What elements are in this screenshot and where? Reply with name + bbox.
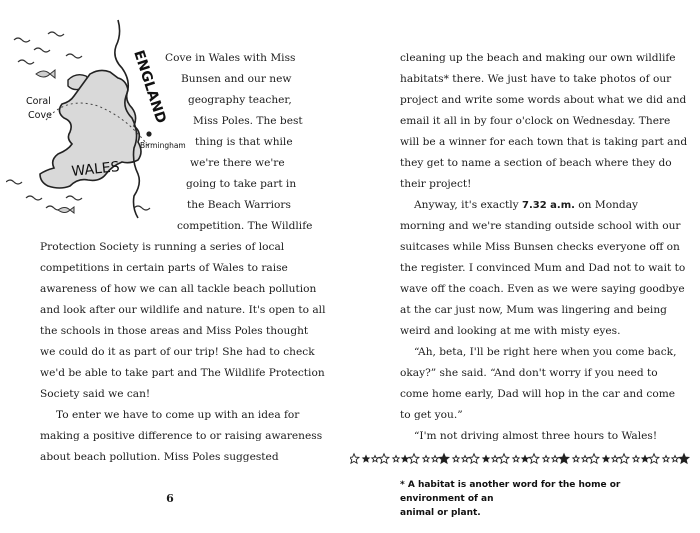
text-line: “Ah, beta, I'll be right here when you come back,: [414, 346, 677, 358]
text-line: suitcases while Miss Bunsen checks everyone off on: [400, 241, 680, 253]
text-line: we could do it as part of our trip! She had to check: [40, 346, 315, 358]
text-line: okay?” she said. “And don't worry if you need to: [400, 367, 658, 379]
text-line: [400, 195, 690, 216]
text-line: “I'm not driving almost three hours to Wales!: [414, 430, 658, 442]
text-line: email it all in by four o'clock on Wednesday. There: [400, 115, 671, 127]
text-line: will be a winner for each town that is taking part and: [400, 136, 688, 148]
right-paragraph-3: [400, 342, 690, 426]
coral-cove-label-2: Cove: [28, 110, 52, 121]
star-icon: [350, 454, 359, 463]
star-icon: [499, 454, 509, 463]
star-icon: [679, 454, 689, 463]
left-main-paragraph: [40, 237, 340, 468]
right-paragraph-2: [400, 195, 690, 342]
wales-label: WALES: [70, 159, 121, 180]
star-icon: [402, 456, 408, 462]
star-icon: [573, 456, 579, 462]
star-icon: [529, 454, 539, 463]
text-line: weird and looking at me with misty eyes.: [400, 325, 621, 337]
text-line: To enter we have to come up with an idea for: [56, 409, 300, 421]
star-icon: [559, 454, 569, 463]
star-icon: [663, 456, 669, 462]
text-line: to get you.”: [400, 409, 463, 421]
text-line: project and write some words about what we did and: [400, 94, 687, 106]
star-icon: [363, 456, 369, 462]
star-icon: [612, 456, 618, 462]
star-icon: [552, 456, 558, 462]
footnote: [400, 478, 680, 520]
text-line: the register. I convinced Mum and Dad not to wait to: [400, 262, 686, 274]
left-wrap-paragraph: [0, 48, 313, 237]
text-run: on Monday: [574, 199, 639, 211]
star-icon: [469, 454, 479, 463]
text-line: at the car just now, Mum was lingering and being: [400, 304, 667, 316]
star-icon: [513, 456, 519, 462]
star-icon: [423, 456, 429, 462]
star-icon: [462, 456, 468, 462]
star-icon: [483, 456, 489, 462]
star-icon: [409, 454, 419, 463]
text-line: wave off the coach. Even as we were saying goodbye: [400, 283, 685, 295]
text-line: Bunsen and our new: [181, 73, 292, 85]
star-icon: [432, 456, 438, 462]
star-icon: [439, 454, 449, 463]
star-icon: [603, 456, 609, 462]
text-line: they get to name a section of beach where they do: [400, 157, 672, 169]
star-icon: [522, 456, 528, 462]
star-icon: [492, 456, 498, 462]
star-icon: [582, 456, 588, 462]
text-run: * there. We just have to take photos of our: [443, 73, 672, 85]
text-line: the schools in those areas and Miss Poles thought: [40, 325, 309, 337]
habitats-word: habitats: [400, 73, 444, 85]
text-line: Cove in Wales with Miss: [165, 52, 296, 64]
star-icon: [649, 454, 659, 463]
text-line: cleaning up the beach and making our own wildlife: [400, 52, 676, 64]
text-line: come home early, Dad will hop in the car and come: [400, 388, 676, 400]
text-line: and look after our wildlife and nature. It's open to all: [40, 304, 326, 316]
text-line: morning and we're standing outside school with our: [400, 220, 681, 232]
coral-cove-label-1: Coral: [26, 96, 51, 107]
text-line: competitions in certain parts of Wales to raise: [40, 262, 288, 274]
text-line: thing is that while: [195, 136, 293, 148]
text-line: awareness of how we can all tackle beach pollution: [40, 283, 317, 295]
right-paragraph-4: [400, 426, 690, 447]
text-line: making a positive difference to or raising awareness: [40, 430, 323, 442]
star-icon: [393, 456, 399, 462]
footnote-line: animal or plant.: [400, 508, 481, 518]
text-line: [400, 69, 690, 90]
star-icon: [619, 454, 629, 463]
star-icon: [372, 456, 378, 462]
text-line: we'd be able to take part and The Wildlife Protection: [40, 367, 325, 379]
star-icon: [642, 456, 648, 462]
text-line: competition. The Wildlife: [177, 220, 313, 232]
text-line: going to take part in: [186, 178, 297, 190]
england-label: ENGLAND: [130, 48, 169, 126]
star-icon: [633, 456, 639, 462]
star-divider-svg: [350, 452, 700, 466]
birmingham-label: Birmingham: [140, 141, 186, 150]
text-line: their project!: [400, 178, 472, 190]
star-icon: [672, 456, 678, 462]
page-number: 6: [166, 492, 174, 505]
text-line: Society said we can!: [40, 388, 151, 400]
star-icon: [379, 454, 389, 463]
star-icon: [589, 454, 599, 463]
text-line: Protection Society is running a series of local: [40, 241, 285, 253]
text-line: geography teacher,: [188, 94, 292, 106]
footnote-line: * A habitat is another word for the home or environment of an: [400, 480, 621, 504]
star-icon: [453, 456, 459, 462]
right-paragraph-1: [400, 48, 690, 195]
time-emphasis: 7.32 a.m.: [522, 200, 575, 211]
text-line: the Beach Warriors: [187, 199, 291, 211]
text-run: Anyway, it's exactly: [414, 199, 523, 211]
text-line: Miss Poles. The best: [193, 115, 303, 127]
star-divider: [350, 452, 700, 466]
star-icon: [543, 456, 549, 462]
text-line: we're there we're: [190, 157, 285, 169]
text-line: about beach pollution. Miss Poles suggested: [40, 451, 279, 463]
